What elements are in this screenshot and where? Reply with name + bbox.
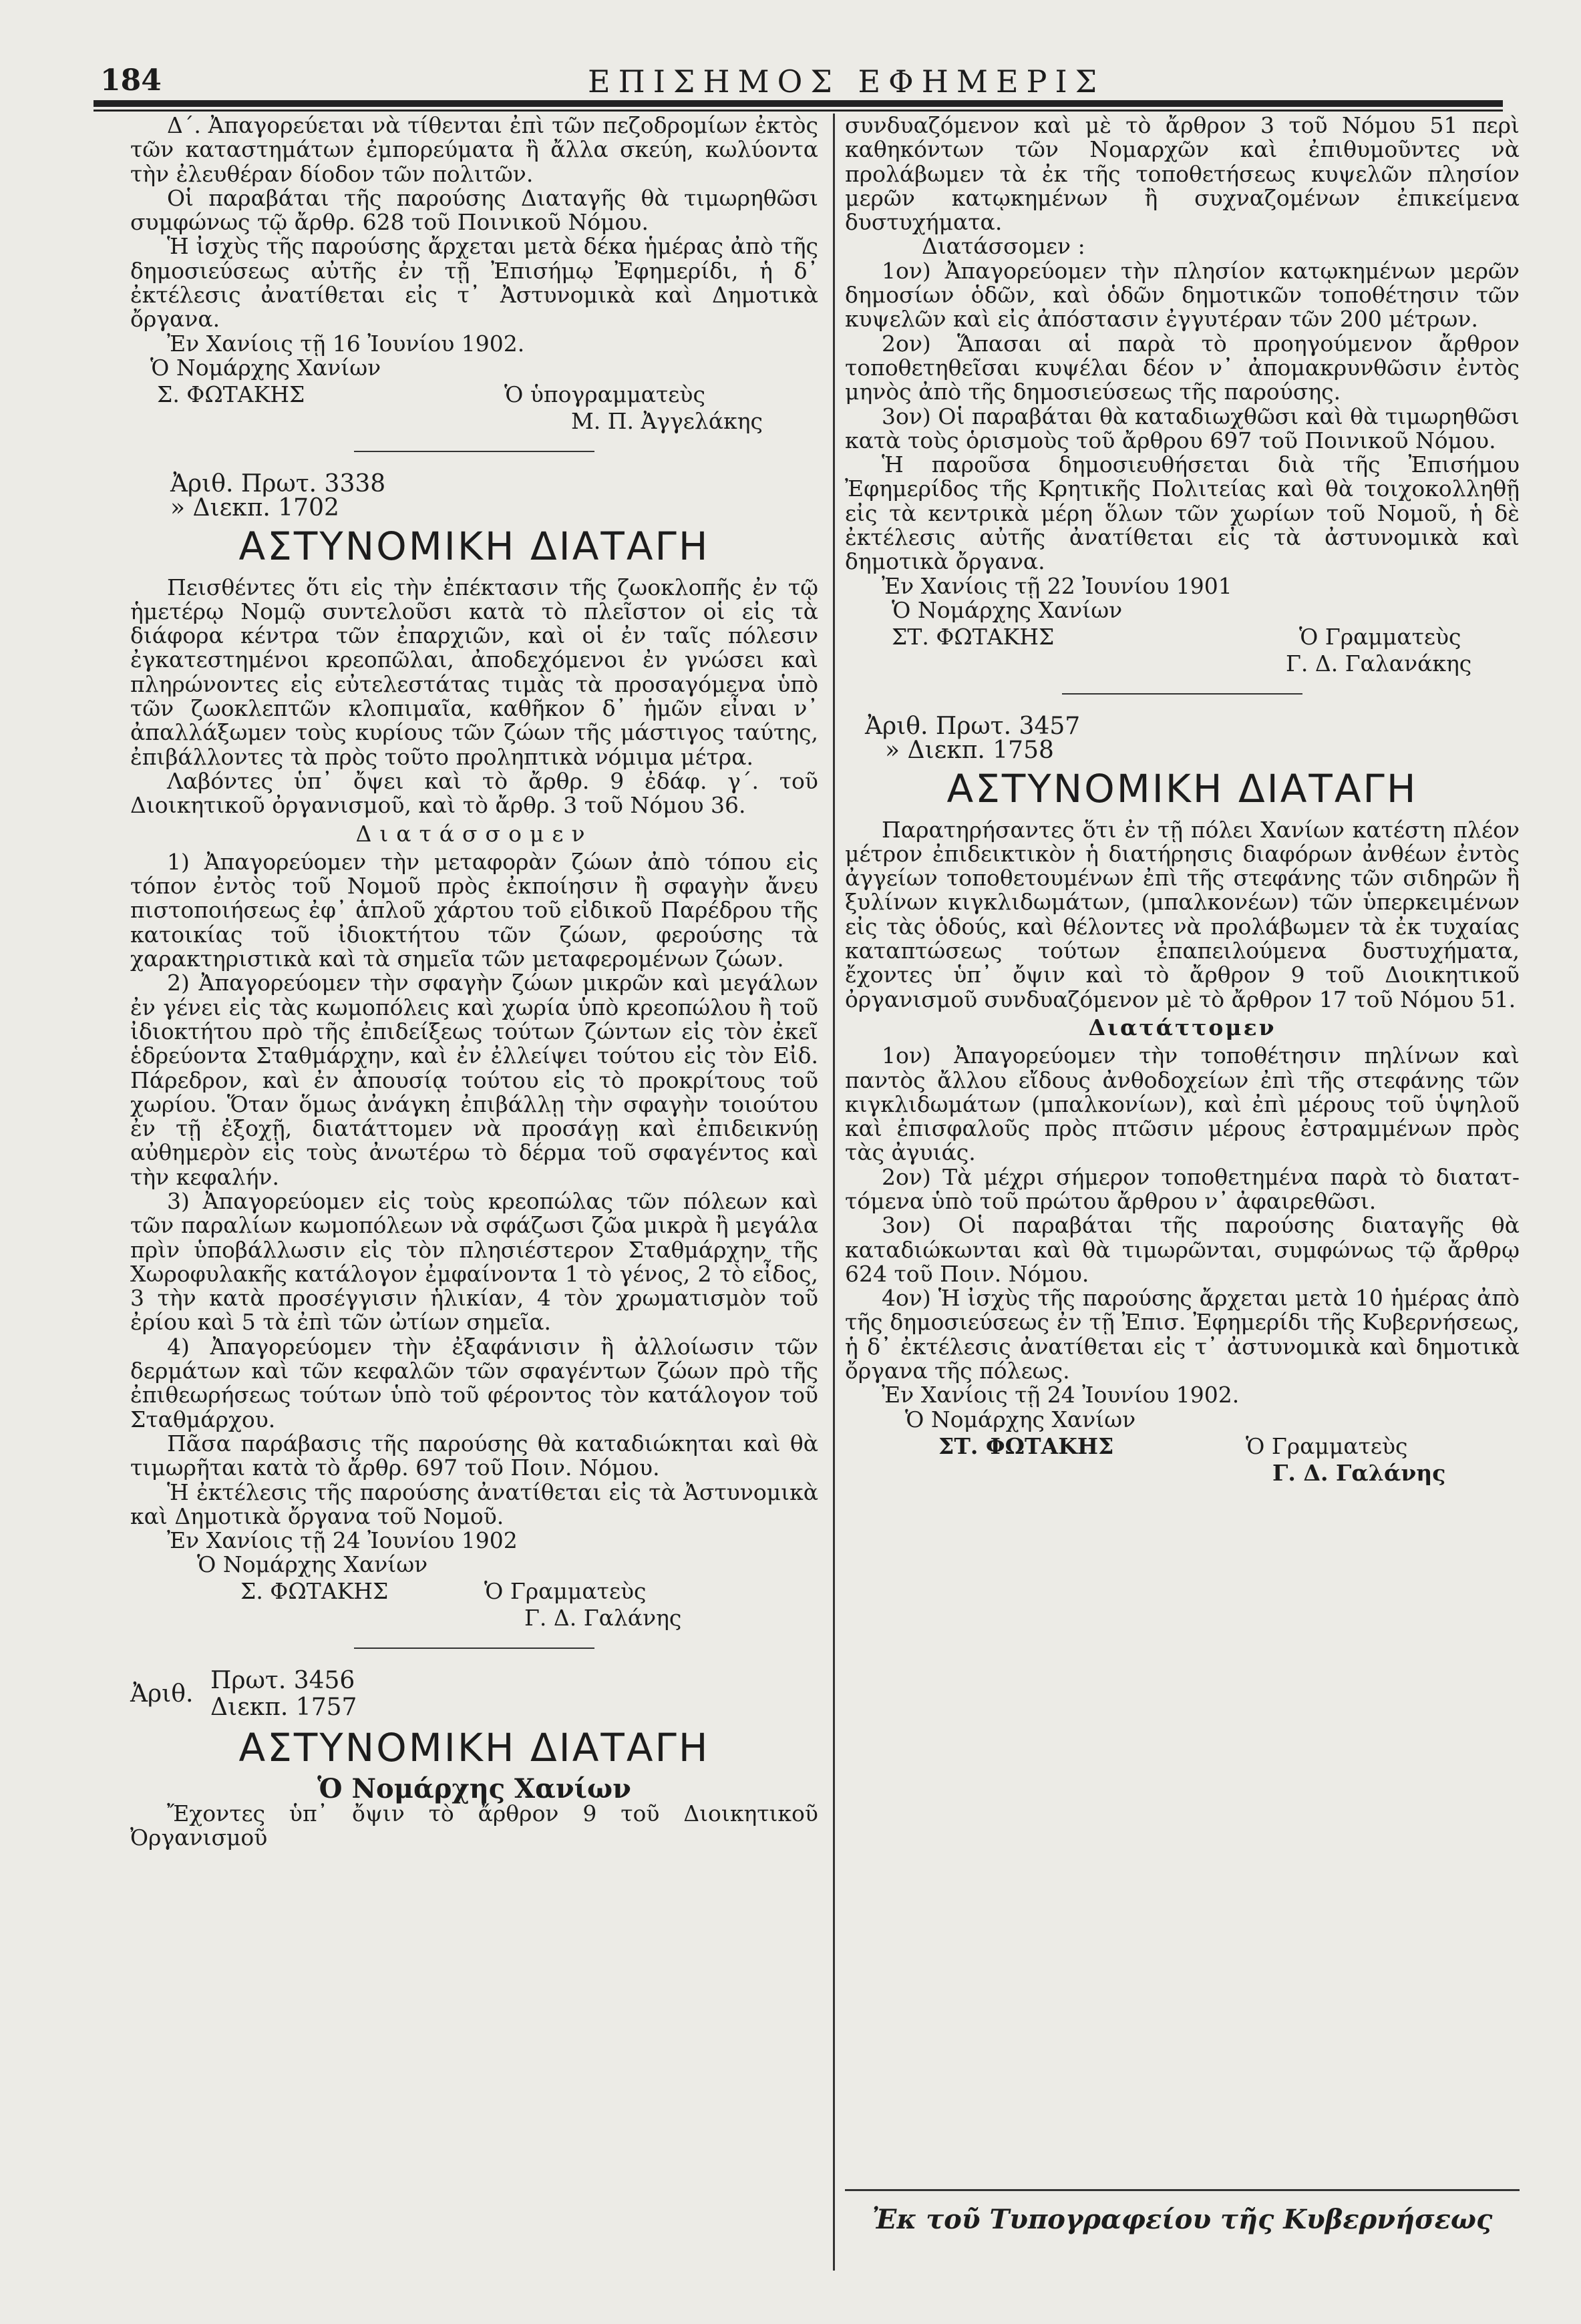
protocol-number: Πρωτ. 3456	[210, 1667, 355, 1695]
date-line: Ἐν Χανίοις τῇ 22 Ἰουνίου 1901	[882, 572, 1232, 599]
protocol-number: Ἀριθ. Πρωτ. 3338	[170, 469, 386, 498]
signatory-role: Ὁ Νομάρχης Χανίων	[197, 1551, 428, 1578]
date-line: Ἐν Χανίοις τῇ 24 Ἰουνίου 1902	[167, 1527, 518, 1554]
separator	[354, 1648, 594, 1649]
order-item: 1) Ἀπαγορεύομεν τὴν μεταφορὰν ζώων ἀπὸ τόπου εἰς τόπον ἐντὸς τοῦ Νομοῦ πρὸς ἐκποίησιν ἢ σφαγὴν ἄνευ πιστοποιήσεως ἐφ᾽ ἁπλοῦ χάρτου τοῦ εἰδικοῦ Παρέδρου τῆς κατοικίας τοῦ ἰδιοκτήτου τῶν ζώων, φερούσης τὰ χαρακτηριστικὰ καὶ τὰ σημεῖα τῶν μεταφερομένων ζώων.	[130, 848, 818, 972]
paragraph: Πᾶσα παράβασις τῆς παρούσης θὰ καταδιώκηται καὶ θὰ τιμωρῆται κατὰ τὸ ἄρθρ. 697 τοῦ Ποιν. Νόμου.	[130, 1430, 818, 1481]
secretary-name: Γ. Δ. Γαλάνης	[524, 1605, 682, 1631]
orders-heading: Διατάττομεν	[1088, 1014, 1276, 1040]
paragraph: Ἔχοντες ὑπ᾽ ὄψιν τὸ ἄρθρον 9 τοῦ Διοικητικοῦ Ὀργανισμοῦ	[130, 1800, 818, 1851]
dispatch-number: Διεκπ. 1757	[210, 1694, 357, 1722]
header-rule-thin	[94, 110, 1503, 112]
signatory-name: ΣΤ. ΦΩΤΑΚΗΣ	[892, 623, 1055, 650]
signatory-name: Σ. ΦΩΤΑΚΗΣ	[157, 381, 305, 407]
secretary-role: Ὁ Γραμματεὺς	[1299, 623, 1461, 650]
signature-block	[845, 1434, 1520, 1461]
signature-block	[845, 1461, 1520, 1488]
decree-subtitle: Ὁ Νομάρχης Χανίων	[317, 1773, 631, 1805]
decree-title: ΑΣΤΥΝΟΜΙΚΗ ΔΙΑΤΑΓΗ	[946, 765, 1418, 811]
order-item: 1ον) Ἀπαγορεύομεν τὴν τοποθέτησιν πηλίνων καὶ παντὸς ἄλλου εἴδους ἀνθοδοχείων ἐπὶ τῆς στεφάνης τῶν κιγκλιδωμάτων (μπαλκονίων), καὶ ἐπὶ μέρους τοῦ ὑψηλοῦ καὶ ἐπισφαλοῦς πρὸς πτῶσιν μέρους ἐστραμμένων πρὸς τὰς ἀγυιάς.	[845, 1042, 1520, 1166]
secretary-role: Ὁ Γραμματεὺς	[484, 1578, 647, 1605]
order-item: 4) Ἀπαγορεύομεν τὴν ἐξαφάνισιν ἢ ἀλλοίωσιν τῶν δερμάτων καὶ τῶν κεφαλῶν τῶν σφαγέντων ζώων πρὸ τῆς ἐπιθεωρήσεως τούτων ὑπὸ τοῦ φέροντος τὸν κατάλογον τοῦ Σταθμάρχου.	[130, 1333, 818, 1432]
footer-rule	[845, 2189, 1520, 2191]
dispatch-number: » Διεκπ. 1702	[170, 494, 339, 522]
signature-block	[130, 383, 818, 409]
protocol-number: Ἀριθ. Πρωτ. 3457	[865, 712, 1081, 740]
secretary-name: Μ. Π. Ἀγγελάκης	[571, 407, 763, 434]
paragraph: Οἱ παραβάται τῆς παρούσης Διαταγῆς θὰ τιμωρηθῶσι συμφώνως τῷ ἄρθρ. 628 τοῦ Ποινικοῦ Νόμου.	[130, 184, 818, 236]
page-header	[100, 63, 1503, 104]
paragraph: Πεισθέντες ὅτι εἰς τὴν ἐπέκτασιν τῆς ζωοκλοπῆς ἐν τῷ ἡμετέρῳ Νομῷ συντελοῦσι κατὰ τὸ πλεῖστον οἱ εἰς τὰ διάφορα κέντρα τῶν ἐπαρχιῶν, καὶ οἱ ἐν ταῖς πόλεσιν ἐγκατεστημένοι κρεοπῶλαι, ἀποδεχόμενοι ἐν γνώσει καὶ πληρώνοντες εἰς εὐτελεστάτας τιμὰς τὰ προσαγόμενα ὑπὸ τῶν ζωοκλεπτῶν κλοπιμαῖα, καθῆκον δ᾽ ἡμῶν εἶναι ν᾽ ἀπαλλάξωμεν τοὺς κυρίους τῶν ζώων τῆς μάστιγος ταύτης, ἐπιβάλλοντες τὰ πρὸς τοῦτο προληπτικὰ νόμιμα μέτρα.	[130, 574, 818, 770]
secretary-role: Ὁ Γραμματεὺς	[1246, 1432, 1408, 1459]
signature-block	[845, 598, 1520, 625]
signatory-name: ΣΤ. ΦΩΤΑΚΗΣ	[938, 1432, 1114, 1459]
order-item: 3ον) Οἱ παραβάται θὰ καταδιωχθῶσι καὶ θὰ τιμωρηθῶσι κατὰ τοὺς ὁρισμοὺς τοῦ ἄρθρου 697 τοῦ Ποινικοῦ Νόμου.	[845, 403, 1520, 453]
dispatch-number: » Διεκπ. 1758	[885, 737, 1054, 765]
journal-title: ΕΠΙΣΗΜΟΣ ΕΦΗΜΕΡΙΣ	[588, 63, 1105, 100]
signatory-role: Ὁ Νομάρχης Χανίων	[892, 596, 1123, 623]
order-item: 2ον) Ἅπασαι αἱ παρὰ τὸ προηγούμενον ἄρθρον τοποθετηθεῖσαι κυψέλαι δέον ν᾽ ἀπομακρυνθῶσιν ἐντὸς μηνὸς ἀπὸ τῆς δημοσιεύσεως τῆς παρούσης.	[845, 330, 1520, 405]
signature-block	[845, 652, 1520, 679]
orders-heading: Διατάσσομεν	[355, 820, 593, 847]
signature-block	[130, 1553, 818, 1579]
separator	[1062, 693, 1302, 695]
right-column	[845, 114, 1520, 1488]
signatory-name: Σ. ΦΩΤΑΚΗΣ	[240, 1578, 389, 1605]
orders-heading: Διατάσσομεν :	[922, 233, 1085, 260]
column-divider	[833, 114, 835, 2271]
signature-block	[130, 356, 818, 383]
paragraph: συνδυαζόμενον καὶ μὲ τὸ ἄρθρον 3 τοῦ Νόμου 51 περὶ καθηκόντων τῶν Νομαρχῶν καὶ ἐπιθυμοῦντες νὰ προλάβωμεν τὰ ἐκ τῆς τοποθετήσεως κυψελῶν πλησίον μερῶν κατῳκημένων ἢ συχναζομένων ἐπικείμενα δυστυχήματα.	[845, 112, 1520, 236]
signature-block	[130, 1606, 818, 1633]
number-prefix: Ἀριθ.	[130, 1680, 194, 1708]
decree-title: ΑΣΤΥΝΟΜΙΚΗ ΔΙΑΤΑΓΗ	[238, 1725, 710, 1771]
paragraph: Ἡ ἰσχὺς τῆς παρούσης ἄρχεται μετὰ δέκα ἡμέρας ἀπὸ τῆς δημοσιεύσεως αὐτῆς ἐν τῇ Ἐπισήμῳ Ἐφημερίδι, ἡ δ᾽ ἐκτέλεσις ἀνατίθεται εἰς τ᾽ Ἀστυνομικὰ καὶ Δημοτικὰ ὄργανα.	[130, 233, 818, 333]
date-line: Ἐν Χανίοις τῇ 24 Ἰουνίου 1902.	[882, 1382, 1240, 1408]
signatory-role: Ὁ Νομάρχης Χανίων	[150, 354, 381, 381]
secretary-name: Γ. Δ. Γαλάνης	[1272, 1459, 1446, 1486]
order-item: 2) Ἀπαγορεύομεν τὴν σφαγὴν ζώων μικρῶν καὶ μεγάλων ἐν γένει εἰς τὰς κωμοπόλεις καὶ χωρία ὑπὸ κρεοπώλου ἢ τοῦ ἰδιοκτήτου πρὸ τῆς ἐπιδείξεως τούτων ζώντων εἰς τὸν ἐκεῖ ἑδρεύοντα Σταθμάρχην, καὶ ἐν ἐλλείψει τούτου εἰς τὸν Εἰδ. Πάρεδρον, καὶ ἐν ἀπουσίᾳ τούτου εἰς τὸ προκρίτους τοῦ χωρίου. Ὅταν ὅμως ἀνάγκη ἐπιβάλλῃ τὴν σφαγὴν τοιούτου ἐν τῇ ἐξοχῇ, διατάττομεν νὰ προσάγῃ καὶ ἐπιδεικνύῃ αὐθημερὸν εἰς τοὺς ἀνωτέρω τὸ δέρμα τοῦ σφαγέντος καὶ τὴν κεφαλήν.	[130, 970, 818, 1190]
numbers-block	[130, 1669, 818, 1722]
printer-imprint: Ἐκ τοῦ Τυπογραφείου τῆς Κυβερνήσεως	[872, 2204, 1493, 2235]
header-rule	[94, 100, 1503, 107]
signature-block	[130, 1579, 818, 1606]
paragraph: Λαβόντες ὑπ᾽ ὄψει καὶ τὸ ἄρθρ. 9 ἐδάφ. γ΄. τοῦ Διοικητικοῦ ὀργανισμοῦ, καὶ τὸ ἄρθρ. 3 τοῦ Νόμου 36.	[130, 767, 818, 819]
page-number: 184	[100, 63, 162, 98]
paragraph: Ἡ ἐκτέλεσις τῆς παρούσης ἀνατίθεται εἰς τὰ Ἀστυνομικὰ καὶ Δημοτικὰ ὄργανα τοῦ Νομοῦ.	[130, 1479, 818, 1529]
paragraph: Δ΄. Ἀπαγορεύεται νὰ τίθενται ἐπὶ τῶν πεζοδρομίων ἐκτὸς τῶν καταστημάτων ἐμπορεύματα ἢ ἄλλα σκεύη, κωλύοντα τὴν ἐλευθέραν δίοδον τῶν πολιτῶν.	[130, 112, 818, 187]
signature-block	[845, 1408, 1520, 1434]
order-item: 1ον) Ἀπαγορεύομεν τὴν πλησίον κατῳκημένων μερῶν δημοσίων ὁδῶν, καὶ ὁδῶν δημοτικῶν τοποθέτησιν τῶν κυψελῶν καὶ εἰς ἀπόστασιν ἐγγυτέραν τῶν 200 μέτρων.	[845, 257, 1520, 333]
order-item: 3ον) Οἱ παραβάται τῆς παρούσης διαταγῆς θὰ καταδιώκωνται καὶ θὰ τιμωρῶνται, συμφώνως τῷ ἄρθρῳ 624 τοῦ Ποιν. Νόμου.	[845, 1212, 1520, 1287]
signatory-role: Ὁ Νομάρχης Χανίων	[905, 1406, 1136, 1432]
paragraph: Ἡ παροῦσα δημοσιευθήσεται διὰ τῆς Ἐπισήμου Ἐφημερίδος τῆς Κρητικῆς Πολιτείας καὶ θὰ τοιχοκολληθῇ εἰς τὰ κεντρικὰ μέρη ὅλων τῶν χωρίων τοῦ Νομοῦ, ἡ δὲ ἐκτέλεσις αὐτῆς ἀνατίθεται εἰς τὰ ἀστυνομικὰ καὶ δημοτικὰ ὄργανα.	[845, 451, 1520, 575]
left-column	[130, 114, 818, 1850]
decree-title: ΑΣΤΥΝΟΜΙΚΗ ΔΙΑΤΑΓΗ	[238, 523, 710, 569]
separator	[354, 451, 594, 452]
order-item: 3) Ἀπαγορεύομεν εἰς τοὺς κρεοπώλας τῶν πόλεων καὶ τῶν παραλίων κωμοπόλεων νὰ σφάζωσι ζῶα μικρὰ ἢ μεγάλα πρὶν ὑποβάλλωσιν εἰς τὸν πλησιέστερον Σταθμάρχην τῆς Χωροφυλακῆς κατάλογον ἐμφαίνοντα 1 τὸ γένος, 2 τὸ εἶδος, 3 τὴν κατὰ προσέγγισιν ἡλικίαν, 4 τὸν χρωματισμὸν τοῦ ἐρίου καὶ 5 τὰ ἐπὶ τῶν ὠτίων σημεῖα.	[130, 1187, 818, 1336]
secretary-role: Ὁ ὑπογραμματεὺς	[504, 381, 705, 407]
order-item: 2ον) Τὰ μέχρι σήμερον τοποθετημένα παρὰ τὸ διαταττόμενα ὑπὸ τοῦ πρώτου ἄρθρου ν᾽ ἀφαιρεθῶσι.	[845, 1163, 1520, 1214]
signature-block	[845, 625, 1520, 652]
date-line: Ἐν Χανίοις τῇ 16 Ἰουνίου 1902.	[167, 330, 525, 357]
order-item: 4ον) Ἡ ἰσχὺς τῆς παρούσης ἄρχεται μετὰ 10 ἡμέρας ἀπὸ τῆς δημοσιεύσεως ἐν τῇ Ἐπισ. Ἐφημερίδι τῆς Κυβερνήσεως, ἡ δ᾽ ἐκτέλεσις ἀνατίθεται εἰς τ᾽ ἀστυνομικὰ καὶ δημοτικὰ ὄργανα τῆς πόλεως.	[845, 1285, 1520, 1384]
secretary-name: Γ. Δ. Γαλανάκης	[1286, 650, 1472, 676]
paragraph: Παρατηρήσαντες ὅτι ἐν τῇ πόλει Χανίων κατέστη πλέον μέτρον ἐπιδεικτικὸν ἡ διατήρησις διαφόρων ἀνθέων ἐντὸς ἀγγείων τοποθετουμένων ἐπὶ τῆς στεφάνης τῶν σιδηρῶν ἢ ξυλίνων κιγκλιδωμάτων, (μπαλκονέων) τῶν ὑπερκειμένων εἰς τὰς ὁδούς, καὶ θέλοντες νὰ προλάβωμεν τὰ ἐκ τυχαίας καταπτώσεως τούτων ἐπαπειλούμενα δυστυχήματα, ἔχοντες ὑπ᾽ ὄψιν καὶ τὸ ἄρθρον 9 τοῦ Διοικητικοῦ ὀργανισμοῦ συνδυαζόμενον μὲ τὸ ἄρθρον 17 τοῦ Νόμου 51.	[845, 816, 1520, 1012]
signature-block	[130, 409, 818, 436]
